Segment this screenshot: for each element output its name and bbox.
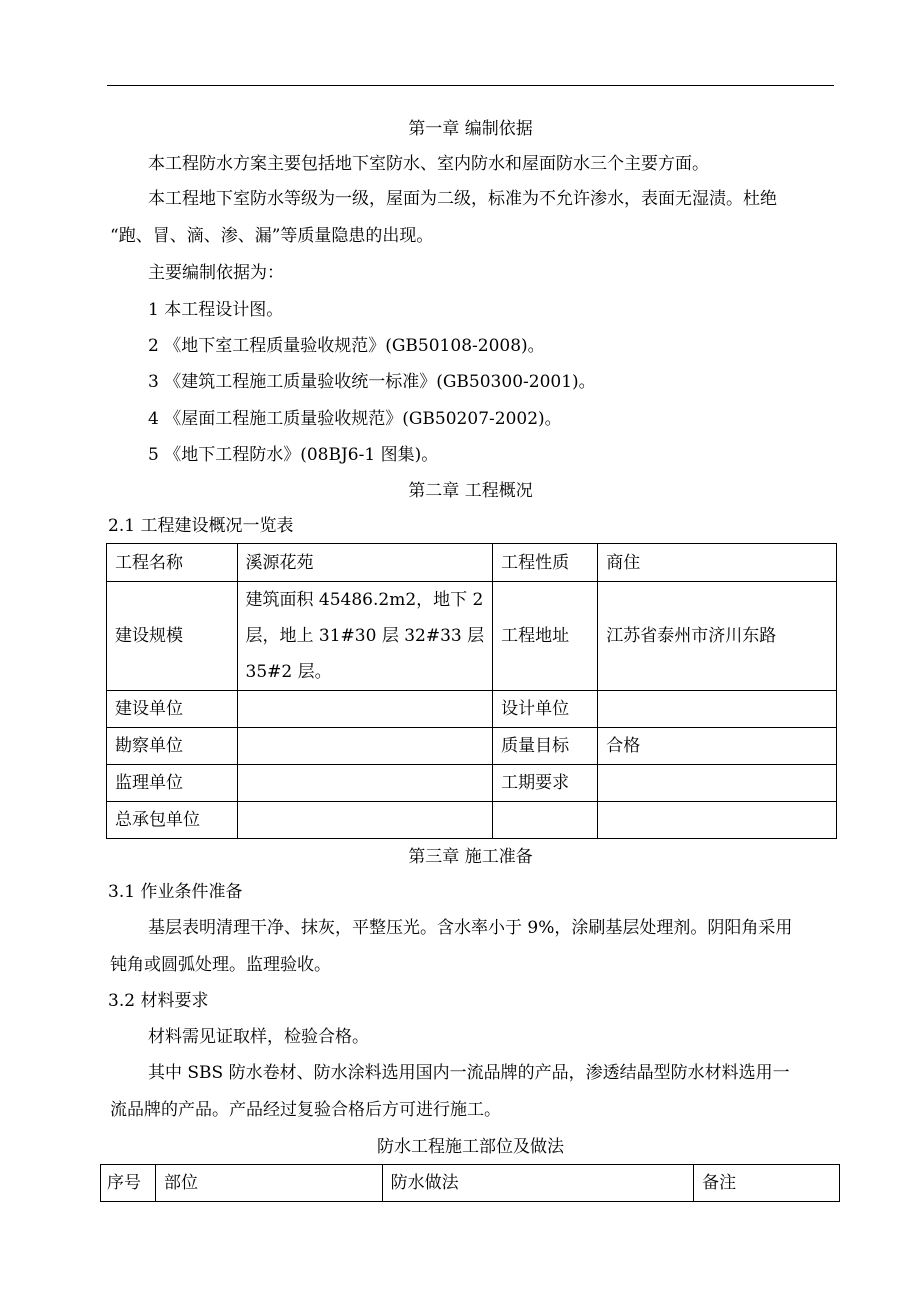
scale-line-2: 层，地上 31#30 层 32#33 层 bbox=[245, 626, 485, 646]
table-cell bbox=[598, 802, 837, 839]
table-cell: 勘察单位 bbox=[107, 728, 238, 765]
project-overview-table bbox=[106, 543, 837, 839]
chapter1-paragraph-3: 主要编制依据为： bbox=[148, 263, 284, 283]
basis-item-4: 4 《屋面工程施工质量验收规范》(GB50207-2002)。 bbox=[148, 409, 562, 429]
scale-line-1: 建筑面积 45486.2m2，地下 2 bbox=[245, 590, 484, 610]
column-header-location: 部位 bbox=[155, 1165, 382, 1202]
table-header-row bbox=[101, 1165, 840, 1202]
scale-line-3: 35#2 层。 bbox=[245, 662, 332, 682]
table-row bbox=[107, 582, 837, 691]
column-header-number: 序号 bbox=[101, 1165, 156, 1202]
column-header-method: 防水做法 bbox=[382, 1165, 694, 1202]
table-cell: 溪源花苑 bbox=[237, 544, 493, 582]
table-cell: 建设规模 bbox=[107, 582, 238, 691]
table-cell: 质量目标 bbox=[493, 728, 598, 765]
table-cell bbox=[237, 765, 493, 802]
table-cell: 建设单位 bbox=[107, 691, 238, 728]
chapter1-paragraph-2b: “跑、冒、滴、渗、漏”等质量隐患的出现。 bbox=[110, 226, 434, 246]
chapter3-paragraph-3a: 其中 SBS 防水卷材、防水涂料选用国内一流品牌的产品，渗透结晶型防水材料选用一 bbox=[148, 1063, 790, 1083]
table-cell: 工程名称 bbox=[107, 544, 238, 582]
table-row bbox=[107, 765, 837, 802]
table-cell bbox=[237, 728, 493, 765]
basis-item-3: 3 《建筑工程施工质量验收统一标准》(GB50300-2001)。 bbox=[148, 372, 596, 392]
table-cell bbox=[237, 802, 493, 839]
chapter1-title: 第一章 编制依据 bbox=[408, 119, 533, 139]
table-cell: 商住 bbox=[598, 544, 837, 582]
basis-item-2: 2 《地下室工程质量验收规范》(GB50108-2008)。 bbox=[148, 336, 545, 356]
waterproof-table-title: 防水工程施工部位及做法 bbox=[377, 1137, 564, 1157]
table-cell bbox=[598, 765, 837, 802]
chapter3-paragraph-2: 材料需见证取样，检验合格。 bbox=[148, 1027, 369, 1047]
table-cell: 工程地址 bbox=[493, 582, 598, 691]
chapter3-paragraph-1b: 钝角或圆弧处理。监理验收。 bbox=[110, 955, 331, 975]
chapter3-title: 第三章 施工准备 bbox=[408, 847, 533, 867]
table-cell: 设计单位 bbox=[493, 691, 598, 728]
section-3-1-heading: 3.1 作业条件准备 bbox=[108, 882, 243, 902]
table-cell: 工程性质 bbox=[493, 544, 598, 582]
table-cell bbox=[237, 582, 493, 691]
basis-item-1: 1 本工程设计图。 bbox=[148, 300, 284, 320]
chapter3-paragraph-1a: 基层表明清理干净、抹灰，平整压光。含水率小于 9%，涂刷基层处理剂。阴阳角采用 bbox=[148, 918, 793, 938]
table-cell bbox=[598, 691, 837, 728]
table-cell: 江苏省泰州市济川东路 bbox=[598, 582, 837, 691]
chapter2-title: 第二章 工程概况 bbox=[408, 481, 533, 501]
header-rule bbox=[107, 85, 834, 86]
table-cell: 监理单位 bbox=[107, 765, 238, 802]
chapter1-paragraph-2a: 本工程地下室防水等级为一级，屋面为二级，标准为不允许渗水，表面无湿渍。杜绝 bbox=[148, 189, 777, 209]
table-row bbox=[107, 802, 837, 839]
waterproof-method-table bbox=[100, 1164, 840, 1202]
table-row bbox=[107, 691, 837, 728]
chapter3-paragraph-3b: 流品牌的产品。产品经过复验合格后方可进行施工。 bbox=[110, 1100, 501, 1120]
table-row bbox=[107, 544, 837, 582]
table-row bbox=[107, 728, 837, 765]
basis-item-5: 5 《地下工程防水》(08BJ6-1 图集)。 bbox=[148, 445, 439, 465]
chapter1-paragraph-1: 本工程防水方案主要包括地下室防水、室内防水和屋面防水三个主要方面。 bbox=[148, 154, 709, 174]
table-cell: 总承包单位 bbox=[107, 802, 238, 839]
section-2-1-heading: 2.1 工程建设概况一览表 bbox=[108, 516, 294, 536]
section-3-2-heading: 3.2 材料要求 bbox=[108, 991, 209, 1011]
table-cell bbox=[237, 691, 493, 728]
table-cell: 合格 bbox=[598, 728, 837, 765]
column-header-remarks: 备注 bbox=[694, 1165, 840, 1202]
table-cell: 工期要求 bbox=[493, 765, 598, 802]
table-cell bbox=[493, 802, 598, 839]
